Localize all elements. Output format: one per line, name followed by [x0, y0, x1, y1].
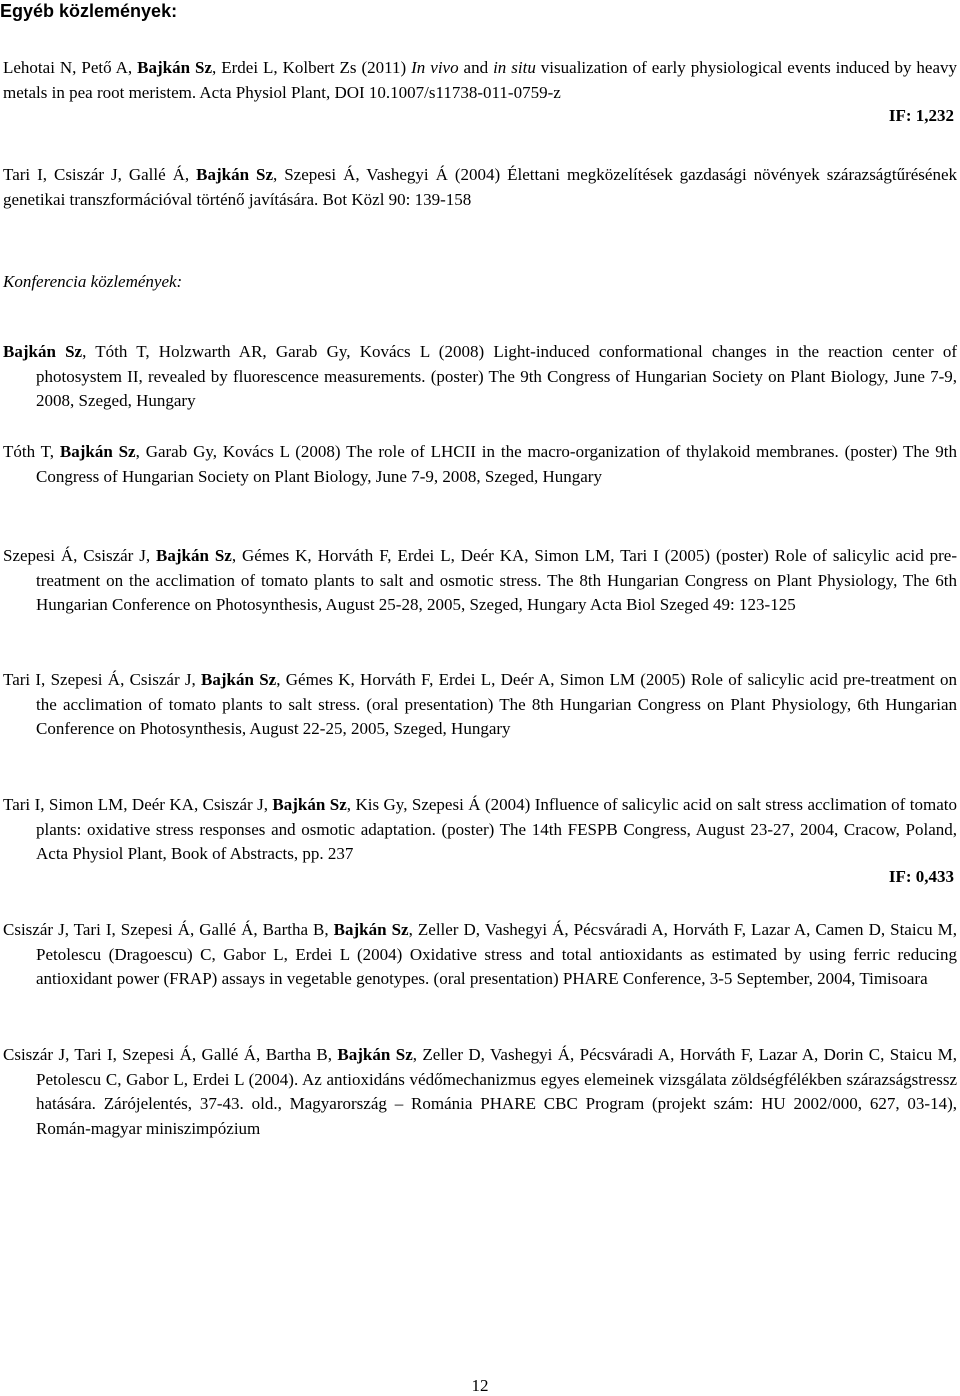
entry-authors: Szepesi Á, Csiszár J,: [3, 546, 157, 565]
publication-entry: [3, 544, 957, 618]
publication-entry: [3, 440, 957, 489]
entry-authors: Csiszár J, Tari I, Szepesi Á, Gallé Á, Bartha B,: [3, 1045, 338, 1064]
publication-entry: [3, 1043, 957, 1141]
entry-text: , Gémes K, Horváth F, Erdei L, Deér A, Simon LM (2005) Role of salicylic acid pre-treatment on the acclimation of tomato plants to salt stress. (oral presentation) The 8th Hungarian Congress on Plant Physiology, 6th Hungarian Conference on Photosynthesis, August 22-25, 2005, Szeged, Hungary: [36, 670, 957, 738]
entry-author-highlight: Bajkán Sz: [3, 342, 83, 361]
entry-italic-term: in situ: [493, 58, 536, 77]
publication-entry: [3, 56, 957, 105]
section-heading-conference: Konferencia közlemények:: [3, 272, 183, 291]
publication-entry: [3, 340, 957, 414]
page-number: 12: [471, 1376, 489, 1395]
entry-text: , Tóth T, Holzwarth AR, Garab Gy, Kovács L (2008) Light-induced conformational changes in the reaction center of photosystem II, revealed by fluorescence measurements. (poster) The 9th Congress of Hungarian Society on Plant Biology, June 7-9, 2008, Szeged, Hungary: [36, 342, 957, 410]
entry-text: and: [458, 58, 494, 77]
impact-factor: IF: 1,232: [888, 106, 954, 125]
entry-authors: Csiszár J, Tari I, Szepesi Á, Gallé Á, Bartha B,: [3, 920, 334, 939]
entry-author-highlight: Bajkán Sz: [272, 795, 347, 814]
entry-author-highlight: Bajkán Sz: [137, 58, 213, 77]
entry-text: , Zeller D, Vashegyi Á, Pécsváradi A, Horváth F, Lazar A, Camen D, Staicu M, Petolescu (Dragoescu) C, Gabor L, Erdei L (2004) Oxidative stress and total antioxidants as estimated by using ferric reducing antioxidant power (FRAP) assays in vegetable genotypes. (oral presentation) PHARE Conference, 3-5 September, 2004, Timisoara: [36, 920, 958, 988]
publication-entry: [3, 793, 957, 867]
entry-author-highlight: Bajkán Sz: [201, 670, 277, 689]
entry-author-highlight: Bajkán Sz: [156, 546, 232, 565]
entry-text: , Erdei L, Kolbert Zs (2011): [212, 58, 412, 77]
entry-author-highlight: Bajkán Sz: [337, 1045, 413, 1064]
entry-text: , Zeller D, Vashegyi Á, Pécsváradi A, Horváth F, Lazar A, Dorin C, Staicu M, Petolescu C, Gabor L, Erdei L (2004). Az antioxidáns védőmechanizmus egyes elemeinek vizsgálata zöldségfélékben szárazságstressz hatására. Zárójelentés, 37-43. old., Magyarország – Románia PHARE CBC Program (projekt szám: HU 2002/000, 627, 03-14), Román-magyar miniszimpózium: [36, 1045, 958, 1138]
entry-author-highlight: Bajkán Sz: [333, 920, 409, 939]
entry-authors: Tari I, Csiszár J, Gallé Á,: [3, 165, 197, 184]
publication-entry: [3, 918, 957, 992]
entry-authors: Tari I, Simon LM, Deér KA, Csiszár J,: [3, 795, 273, 814]
section-heading-other: Egyéb közlemények:: [0, 1, 178, 21]
entry-authors: Tóth T,: [3, 442, 60, 461]
entry-text: visualization of early physiological events induced by heavy metals in pea root meristem. Acta Physiol Plant, DOI 10.1007/s11738-011-0759-z: [3, 58, 958, 102]
publication-entry: [3, 163, 957, 212]
entry-authors: Lehotai N, Pető A,: [3, 58, 138, 77]
entry-author-highlight: Bajkán Sz: [196, 165, 273, 184]
entry-text: , Gémes K, Horváth F, Erdei L, Deér KA, Simon LM, Tari I (2005) (poster) Role of salicylic acid pre-treatment on the acclimation of tomato plants to salt and osmotic stress. The 8th Hungarian Congress on Plant Physiology, The 6th Hungarian Conference on Photosynthesis, August 25-28, 2005, Szeged, Hungary Acta Biol Szeged 49: 123-125: [36, 546, 957, 614]
entry-text: , Garab Gy, Kovács L (2008) The role of LHCII in the macro-organization of thylakoid membranes. (poster) The 9th Congress of Hungarian Society on Plant Biology, June 7-9, 2008, Szeged, Hungary: [36, 442, 957, 486]
impact-factor: IF: 0,433: [888, 867, 954, 886]
entry-text: , Kis Gy, Szepesi Á (2004) Influence of salicylic acid on salt stress acclimation of tomato plants: oxidative stress responses and osmotic adaptation. (poster) The 14th FESPB Congress, August 23-27, 2004, Cracow, Poland, Acta Physiol Plant, Book of Abstracts, pp. 237: [36, 795, 957, 863]
entry-text: , Szepesi Á, Vashegyi Á (2004) Élettani megközelítések gazdasági növények szárazságtűrésének genetikai transzformációval történő javítására. Bot Közl 90: 139-158: [3, 165, 957, 209]
entry-authors: Tari I, Szepesi Á, Csiszár J,: [3, 670, 202, 689]
publication-entry: [3, 668, 957, 742]
entry-italic-term: In vivo: [411, 58, 459, 77]
entry-author-highlight: Bajkán Sz: [59, 442, 136, 461]
